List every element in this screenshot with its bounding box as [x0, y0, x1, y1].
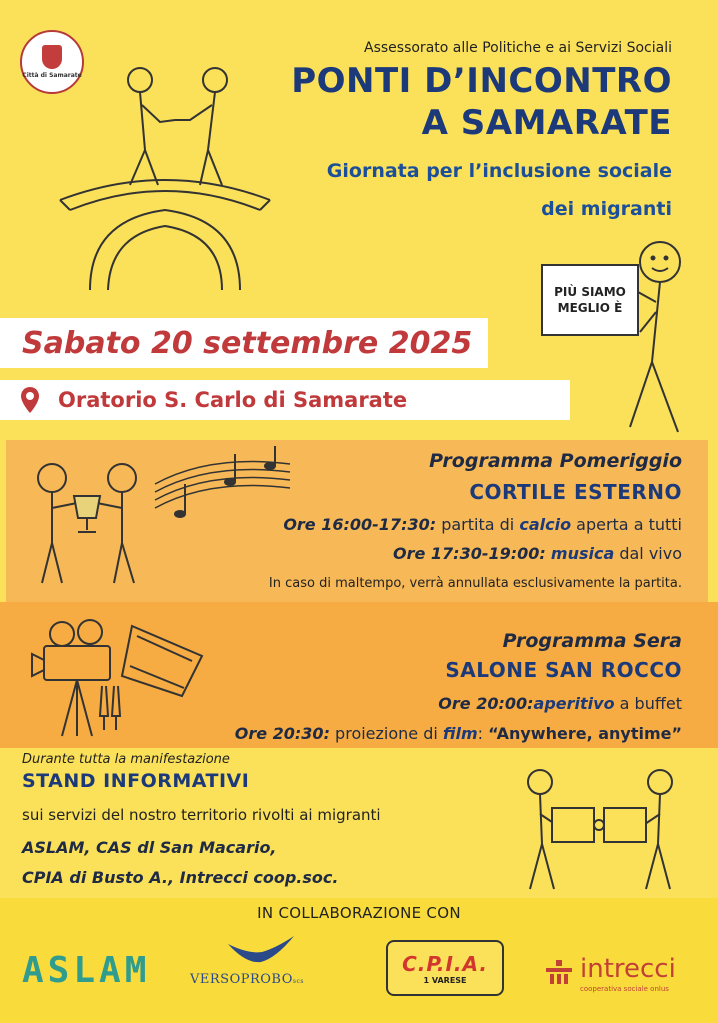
evening-item-1-keyword: aperitivo [533, 694, 615, 713]
bird-logo-icon [226, 934, 296, 970]
evening-item-1-post: a buffet [614, 694, 682, 713]
evening-place: SALONE SAN ROCCO [445, 658, 682, 682]
bridge-handshake-illustration [50, 60, 280, 300]
evening-item-2-keyword: film [442, 724, 478, 743]
evening-item-2-pre: proiezione di [329, 724, 443, 743]
versoprobo-suffix: scs [292, 978, 304, 985]
logo-text: Città di Samarate [22, 72, 82, 79]
afternoon-item-1-keyword: calcio [519, 515, 572, 534]
stand-description: sui servizi del nostro territorio rivolti ai migranti [22, 806, 381, 824]
sign-line2: MEGLIO È [557, 301, 623, 315]
afternoon-place: CORTILE ESTERNO [469, 480, 682, 504]
afternoon-item-1-post: aperta a tutti [571, 515, 682, 534]
subtitle-line2: dei migranti [541, 198, 672, 220]
page-title-line2: A SAMARATE [421, 103, 672, 143]
cpia-logo [386, 940, 504, 996]
map-pin-icon [20, 386, 40, 414]
aslam-logo: ASLAM [22, 950, 151, 991]
weather-note: In caso di maltempo, verrà annullata esclusivamente la partita. [268, 576, 682, 591]
during-note: Durante tutta la manifestazione [22, 752, 230, 767]
evening-label: Programma Sera [502, 630, 682, 652]
afternoon-item-1-pre: partita di [436, 515, 520, 534]
sign-line1: PIÙ SIAMO [554, 285, 626, 299]
event-date: Sabato 20 settembre 2025 [22, 325, 473, 361]
evening-item-2-film: “Anywhere, anytime” [488, 724, 682, 743]
location-banner [0, 380, 570, 420]
afternoon-item-2-keyword: musica [550, 544, 615, 563]
evening-item-1-time: Ore 20:00: [438, 694, 534, 713]
page-title-line1: PONTI D’INCONTRO [291, 61, 672, 101]
stand-title: STAND INFORMATIVI [22, 770, 250, 792]
versoprobo-name: VERSOPROBO [190, 972, 293, 987]
department-name: Assessorato alle Politiche e ai Servizi Sociali [364, 40, 672, 56]
afternoon-item-1-time: Ore 16:00-17:30: [283, 515, 437, 534]
stand-partners-line2: CPIA di Busto A., Intrecci coop.soc. [22, 868, 339, 887]
evening-item-1 [438, 694, 682, 713]
event-location: Oratorio S. Carlo di Samarate [58, 388, 408, 412]
sign-board [541, 264, 639, 336]
date-banner [0, 318, 488, 368]
intrecci-logo: intrecci [580, 954, 676, 984]
cpia-logo-name: C.P.I.A. [402, 951, 488, 976]
afternoon-item-2-post: dal vivo [614, 544, 682, 563]
camera-film-illustration [22, 606, 222, 746]
collaboration-label: IN COLLABORAZIONE CON [257, 904, 461, 922]
afternoon-label: Programma Pomeriggio [429, 450, 682, 472]
subtitle-line1: Giornata per l’inclusione sociale [326, 160, 672, 182]
intrecci-logo-icon [542, 958, 576, 988]
evening-item-2-time: Ore 20:30: [234, 724, 330, 743]
versoprobo-logo [190, 972, 304, 987]
cpia-logo-sub: 1 VARESE [423, 975, 467, 985]
afternoon-item-1 [283, 515, 682, 534]
afternoon-item-2 [393, 544, 682, 563]
evening-item-2-colon: : [477, 724, 489, 743]
afternoon-item-2-time: Ore 17:30-19:00: [392, 544, 546, 563]
puzzle-figures-illustration [510, 764, 690, 894]
intrecci-logo-sub: cooperativa sociale onlus [580, 985, 669, 993]
stand-partners-line1: ASLAM, CAS dl San Macario, [22, 838, 277, 857]
evening-item-2 [235, 724, 682, 743]
music-notes-icon [150, 444, 300, 534]
